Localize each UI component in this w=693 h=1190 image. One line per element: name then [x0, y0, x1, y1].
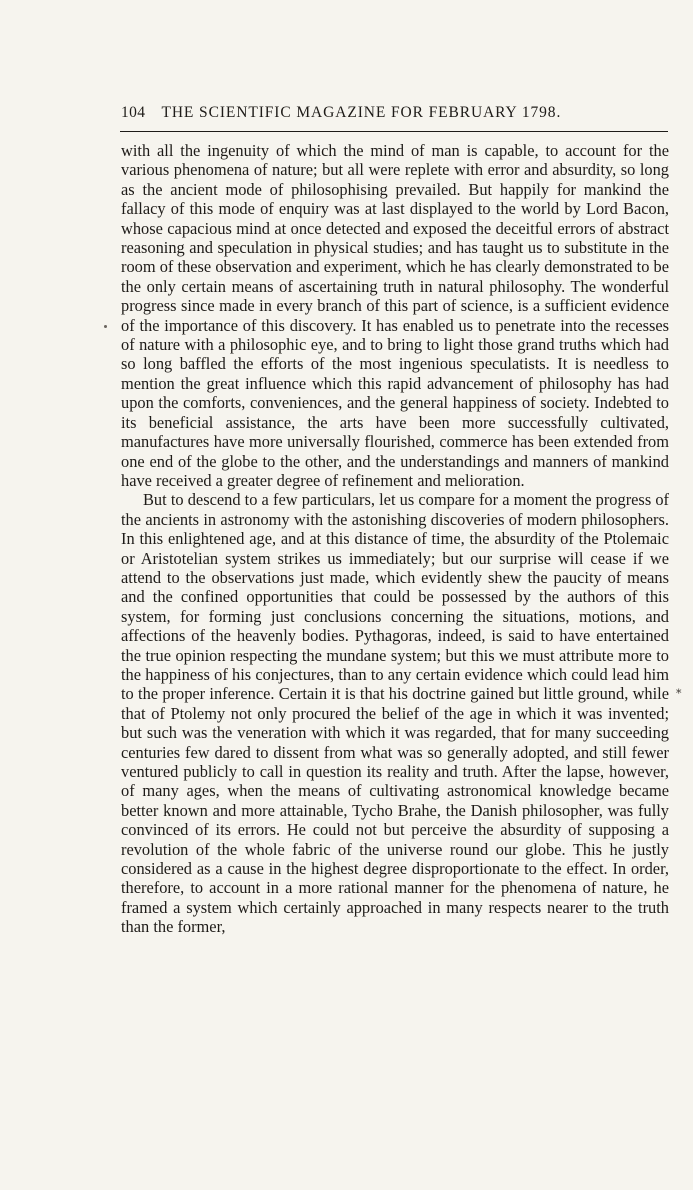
margin-mark: *: [676, 687, 682, 700]
paragraph-1: with all the ingenuity of which the mind of man is capable, to account for the various phenomena of nature; but all were replete with error and absurdity, so long as the ancient mode of philosophising prevailed. But happily for mankind the fallacy of this mode of enquiry was at last displayed to the world by Lord Bacon, whose capacious mind at once detected and exposed the deceitful errors of abstract reasoning and speculation in physical studies; and has taught us to substitute in the room of these observation and experiment, which he has clearly demonstrated to be the only certain means of ascertaining truth in natural philosophy. The wonderful progress since made in every branch of this part of science, is a sufficient evidence of the importance of this discovery. It has enabled us to penetrate into the recesses of nature with a philosophic eye, and to bring to light those grand truths which had so long baffled the efforts of the most ingenious speculatists. It is needless to mention the great influence which this rapid advancement of philosophy has had upon the comforts, conveniences, and the general happiness of society. Indebted to its beneficial assistance, the arts have been more successfully cultivated, manufactures have more universally flourished, commerce has been extended from one end of the globe to the other, and the understandings and manners of mankind have received a greater degree of refinement and melioration.: [121, 141, 669, 490]
margin-dot: [104, 325, 107, 328]
running-head: THE SCIENTIFIC MAGAZINE FOR FEBRUARY 1798.: [161, 104, 562, 121]
page-header: [121, 104, 681, 128]
header-rule: [120, 131, 668, 132]
body-text: [121, 141, 669, 937]
page-number: 104: [121, 104, 146, 121]
paragraph-2: But to descend to a few particulars, let us compare for a moment the progress of the ancients in astronomy with the astonishing discoveries of modern philosophers. In this enlightened age, and at this distance of time, the absurdity of the Ptolemaic or Aristotelian system strikes us immediately; but our surprise will cease if we attend to the observations just made, which evidently shew the paucity of means and the confined opportunities that could be possessed by the authors of this system, for forming just conclusions concerning the situations, motions, and affections of the heavenly bodies. Pythagoras, indeed, is said to have entertained the true opinion respecting the mundane system; but this we must attribute more to the happiness of his conjectures, than to any certain evidence which could lead him to the proper inference. Certain it is that his doctrine gained but little ground, while that of Ptolemy not only procured the belief of the age in which it was invented; but such was the veneration with which it was regarded, that for many succeeding centuries few dared to dissent from what was so generally adopted, and still fewer ventured publicly to call in question its reality and truth. After the lapse, however, of many ages, when the means of cultivating astronomical knowledge became better known and more attainable, Tycho Brahe, the Danish philosopher, was fully convinced of its errors. He could not but perceive the absurdity of supposing a revolution of the whole fabric of the universe round our globe. This he justly considered as a cause in the highest degree disproportionate to the effect. In order, therefore, to account in a more rational manner for the phenomena of nature, he framed a system which certainly approached in many respects nearer to the truth than the former,: [121, 490, 669, 937]
